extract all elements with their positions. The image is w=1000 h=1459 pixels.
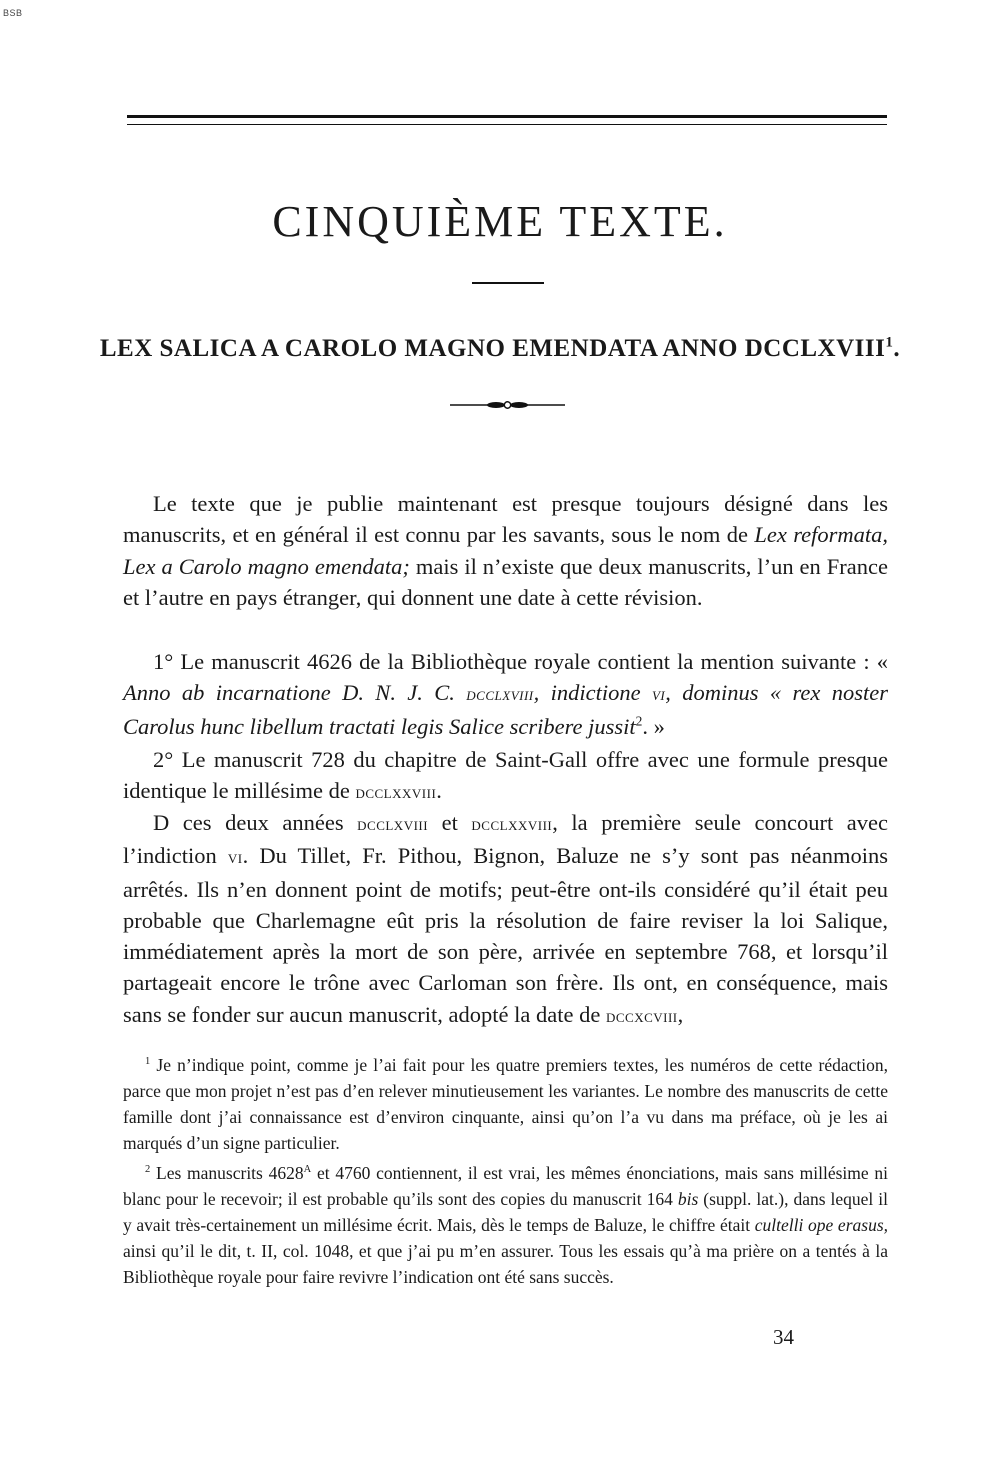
- p4-indiction: vi: [227, 847, 243, 868]
- subtitle: LEX SALICA A CAROLO MAGNO EMENDATA ANNO DCCLXVIII$^1$.: [99, 334, 901, 362]
- p3-text-a: 2° Le manuscrit 728 du chapitre de Saint-Gall offre avec une formule presque identique le millésime de: [123, 747, 888, 804]
- paragraph-manuscript-4626: [123, 646, 888, 742]
- p1-text-c: mais il n’existe que deux manuscrits, l’un en France et l’autre en pays étranger, qui donnent une date à cette révision.: [123, 553, 888, 610]
- p2-year: dcclxviii: [466, 684, 534, 705]
- paragraph-intro: [123, 488, 888, 613]
- ornament-divider: [450, 396, 565, 414]
- footnote-2-text-b: et 4760 contiennent, il est vrai, les mêmes énonciations, mais sans millésime ni blanc pour le recevoir; il est probable qu’ils sont des copies du manuscrit 164: [123, 1163, 889, 1209]
- footnote-2-text-f: ainsi qu’il le dit, t. II, col. 1048, et que j’ai pu m’en assurer. Tous les essais qu’à ma prière on a tentés à la Bibliothèque royale pour faire revivre l’indication ont été sans succès.: [123, 1241, 888, 1287]
- footnote-1-text: Je n’indique point, comme je l’ai fait pour les quatre premiers textes, les numéros de cette rédaction, parce que mon projet n’est pas d’en relever minutieusement les variantes. Le nombre des manuscrits de cette famille dont j’ai connaissance est d’environ cinquante, ainsi qu’on l’a vu dans ma préface, où je les ai marqués d’un signe particulier.: [123, 1055, 888, 1153]
- footnote-1-mark: 1: [145, 1056, 151, 1068]
- p2-text-a: 1° Le manuscrit 4626 de la Bibliothèque royale contient la mention suivante : «: [153, 649, 888, 674]
- footnote-2: [123, 1160, 888, 1290]
- p3-year: dcclxxviii: [355, 782, 437, 803]
- p4-text-i: ,: [677, 1001, 684, 1027]
- paragraph-dates: [123, 807, 888, 1032]
- page-number: 34: [773, 1325, 794, 1349]
- p2-italic-b: Anno ab incarnatione D. N. J. C.: [123, 680, 467, 706]
- library-stamp: BSB: [3, 8, 23, 18]
- p4-text-e: , la première seule concourt avec l’indiction: [123, 810, 888, 869]
- page-title: CINQUIÈME TEXTE.: [272, 197, 728, 246]
- subtitle-text: LEX SALICA A CAROLO MAGNO EMENDATA ANNO DCCLXVIII: [99, 335, 886, 362]
- p4-text-c: et: [428, 810, 472, 835]
- footnote-ref-1: 1: [885, 334, 894, 351]
- p4-year-3: dccxcviii: [605, 1005, 678, 1026]
- paragraph-manuscript-728: [123, 744, 888, 809]
- footnote-ref-2: 2: [635, 713, 643, 729]
- header-double-rule: [127, 115, 887, 125]
- footnote-2-text-a: Les manuscrits 4628: [156, 1163, 304, 1183]
- p1-italic: Lex reformata, Lex a Carolo magno emendata;: [123, 522, 888, 579]
- title-rule: [472, 282, 544, 284]
- p1-text-a: Le texte que je publie maintenant est presque toujours désigné dans les manuscrits, et en général il est connu par les savants, sous le nom de: [123, 491, 888, 548]
- p2-text-h: . »: [642, 713, 665, 739]
- p4-text-a: D ces deux années: [153, 810, 358, 835]
- p2-indiction: vi: [651, 684, 666, 705]
- footnote-2-sup: A: [303, 1164, 312, 1176]
- p2-italic-f: , dominus « rex noster Carolus hunc libellum tractati legis Salice scribere jussit: [123, 680, 889, 739]
- p2-italic-d: , indictione: [533, 680, 652, 706]
- footnote-2-mark: 2: [145, 1164, 151, 1176]
- footnote-2-text-d: (suppl. lat.), dans lequel il y avait très-certainement un millésime écrit. Mais, dès le temps de Baluze, le chiffre était: [123, 1189, 888, 1235]
- footnote-1: [123, 1052, 888, 1156]
- p3-text-c: .: [436, 778, 442, 804]
- p4-year-2: dcclxxviii: [471, 814, 553, 834]
- footnote-2-italic-c: bis: [677, 1189, 699, 1209]
- p4-text-g: . Du Tillet, Fr. Pithou, Bignon, Baluze ne s’y sont pas néanmoins arrêtés. Ils n’en donnent point de motifs; peut-être ont-ils considéré qu’il était peu probable que Charlemagne eût pris la résolution de faire reviser la loi Salique, immédiatement après la mort de son père, arrivée en septembre 768, et lorsqu’il partageait encore le trône avec Carloman son frère. Ils ont, en conséquence, mais sans se fonder sur aucun manuscrit, adopté la date de: [123, 843, 888, 1027]
- footnote-2-italic-e: cultelli ope erasus,: [754, 1215, 889, 1235]
- p4-year-1: dcclxviii: [357, 814, 429, 834]
